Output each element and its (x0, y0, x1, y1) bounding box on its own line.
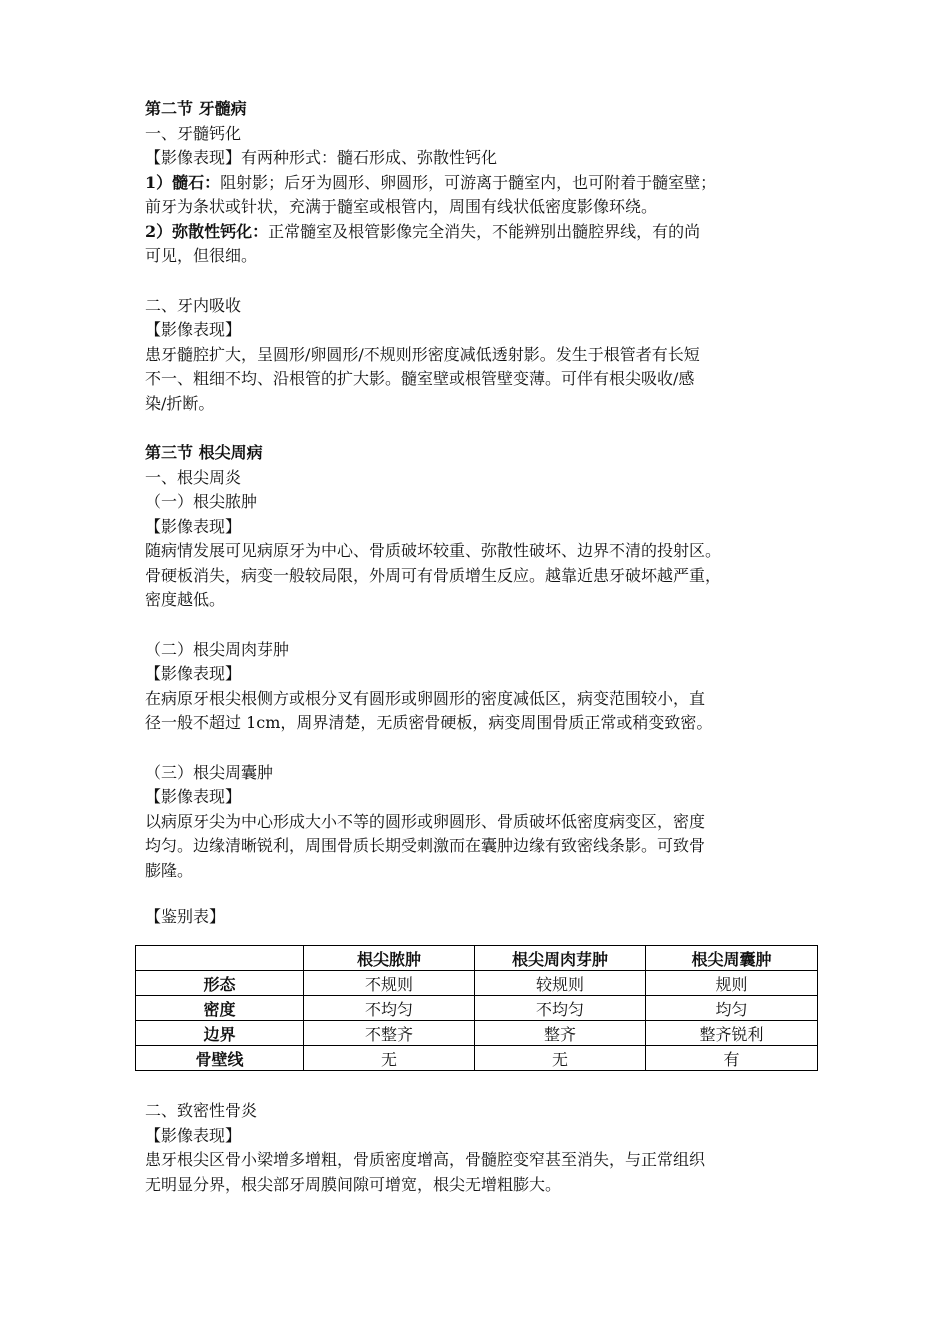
paragraph-line: 【影像表现】有两种形式：髓石形成、弥散性钙化 (145, 148, 498, 167)
subsection-title: 一、根尖周炎 (145, 467, 242, 487)
table-header-row (136, 946, 818, 971)
paragraph-line: 密度越低。 (145, 590, 226, 609)
table-row-header: 骨壁线 (136, 1046, 304, 1071)
paragraph-heading: 【影像表现】 (145, 664, 242, 683)
paragraph-line: 染/折断。 (145, 393, 215, 413)
paragraph-heading: 【影像表现】 (145, 787, 242, 806)
item-text: 阻射影；后牙为圆形、卵圆形，可游离于髓室内，也可附着于髓室壁； (220, 172, 717, 192)
table-header-cell: 根尖周囊肿 (646, 946, 818, 971)
table-label: 【鉴别表】 (145, 907, 226, 926)
table-row-header: 密度 (136, 996, 304, 1021)
item-label: 1）髓石： (145, 172, 221, 192)
document-body (145, 97, 820, 930)
table-cell: 较规则 (475, 971, 646, 996)
section-title: 第三节 根尖周病 (145, 443, 263, 462)
paragraph-line: 患牙根尖区骨小梁增多增粗，骨质密度增高，骨髓腔变窄甚至消失，与正常组织 (145, 1150, 706, 1169)
table-row-header: 形态 (136, 971, 304, 996)
table-cell: 整齐 (475, 1021, 646, 1046)
table-cell: 无 (475, 1046, 646, 1071)
paragraph-line: 不一、粗细不均、沿根管的扩大影。髓室壁或根管壁变薄。可伴有根尖吸收/感 (145, 369, 695, 388)
table-cell: 不整齐 (304, 1021, 475, 1046)
paragraph-line (145, 171, 820, 196)
differential-table (135, 945, 818, 1071)
section-title: 第二节 牙髓病 (145, 99, 247, 118)
paragraph-heading: 【影像表现】 (145, 516, 242, 536)
paragraph-line (145, 220, 820, 245)
table-row (136, 1021, 818, 1046)
table-cell: 不均匀 (475, 996, 646, 1021)
table-header-cell: 根尖脓肿 (304, 946, 475, 971)
table-cell: 无 (304, 1046, 475, 1071)
table-row (136, 1046, 818, 1071)
paragraph-line: 在病原牙根尖根侧方或根分叉有圆形或卵圆形的密度减低区，病变范围较小，直 (145, 688, 706, 708)
table-cell: 均匀 (646, 996, 818, 1021)
table-header-cell: 根尖周肉芽肿 (475, 946, 646, 971)
paragraph-line: 可见，但很细。 (145, 246, 258, 265)
paragraph-line: 膨隆。 (145, 860, 194, 880)
subsection-title: 二、致密性骨炎 (145, 1101, 258, 1120)
paragraph-line: 均匀。边缘清晰锐利，周围骨质长期受刺激而在囊肿边缘有致密线条影。可致骨 (145, 836, 706, 855)
paragraph-line: 患牙髓腔扩大，呈圆形/卵圆形/不规则形密度减低透射影。发生于根管者有长短 (145, 344, 700, 364)
item-text: 正常髓室及根管影像完全消失，不能辨别出髓腔界线，有的尚 (268, 221, 701, 241)
subsection-title: （二）根尖周肉芽肿 (145, 639, 290, 659)
table-cell: 不均匀 (304, 996, 475, 1021)
paragraph-line: 以病原牙尖为中心形成大小不等的圆形或卵圆形、骨质破坏低密度病变区，密度 (145, 811, 706, 831)
subsection-title: （三）根尖周囊肿 (145, 762, 274, 782)
table-cell: 不规则 (304, 971, 475, 996)
paragraph-heading: 【影像表现】 (145, 1125, 242, 1145)
document-body-continued (145, 1099, 820, 1197)
paragraph-line: 骨硬板消失，病变一般较局限，外周可有骨质增生反应。越靠近患牙破坏越严重， (145, 565, 722, 585)
subsection-title: 二、牙内吸收 (145, 295, 242, 315)
table-row (136, 996, 818, 1021)
table-row-header: 边界 (136, 1021, 304, 1046)
item-label: 2）弥散性钙化： (145, 221, 269, 241)
paragraph-line: 无明显分界，根尖部牙周膜间隙可增宽，根尖无增粗膨大。 (145, 1174, 562, 1194)
table-cell: 整齐锐利 (646, 1021, 818, 1046)
table-row (136, 971, 818, 996)
subsection-title: 一、牙髓钙化 (145, 123, 242, 143)
paragraph-line: 随病情发展可见病原牙为中心、骨质破坏较重、弥散性破坏、边界不清的投射区。 (145, 541, 722, 560)
subsection-title: （一）根尖脓肿 (145, 492, 258, 511)
paragraph-line: 径一般不超过 1cm，周界清楚，无质密骨硬板，病变周围骨质正常或稍变致密。 (145, 713, 713, 732)
table-header-cell (136, 946, 304, 971)
paragraph-line: 前牙为条状或针状，充满于髓室或根管内，周围有线状低密度影像环绕。 (145, 197, 658, 216)
paragraph-heading: 【影像表现】 (145, 320, 242, 339)
table-cell: 有 (646, 1046, 818, 1071)
table-cell: 规则 (646, 971, 818, 996)
